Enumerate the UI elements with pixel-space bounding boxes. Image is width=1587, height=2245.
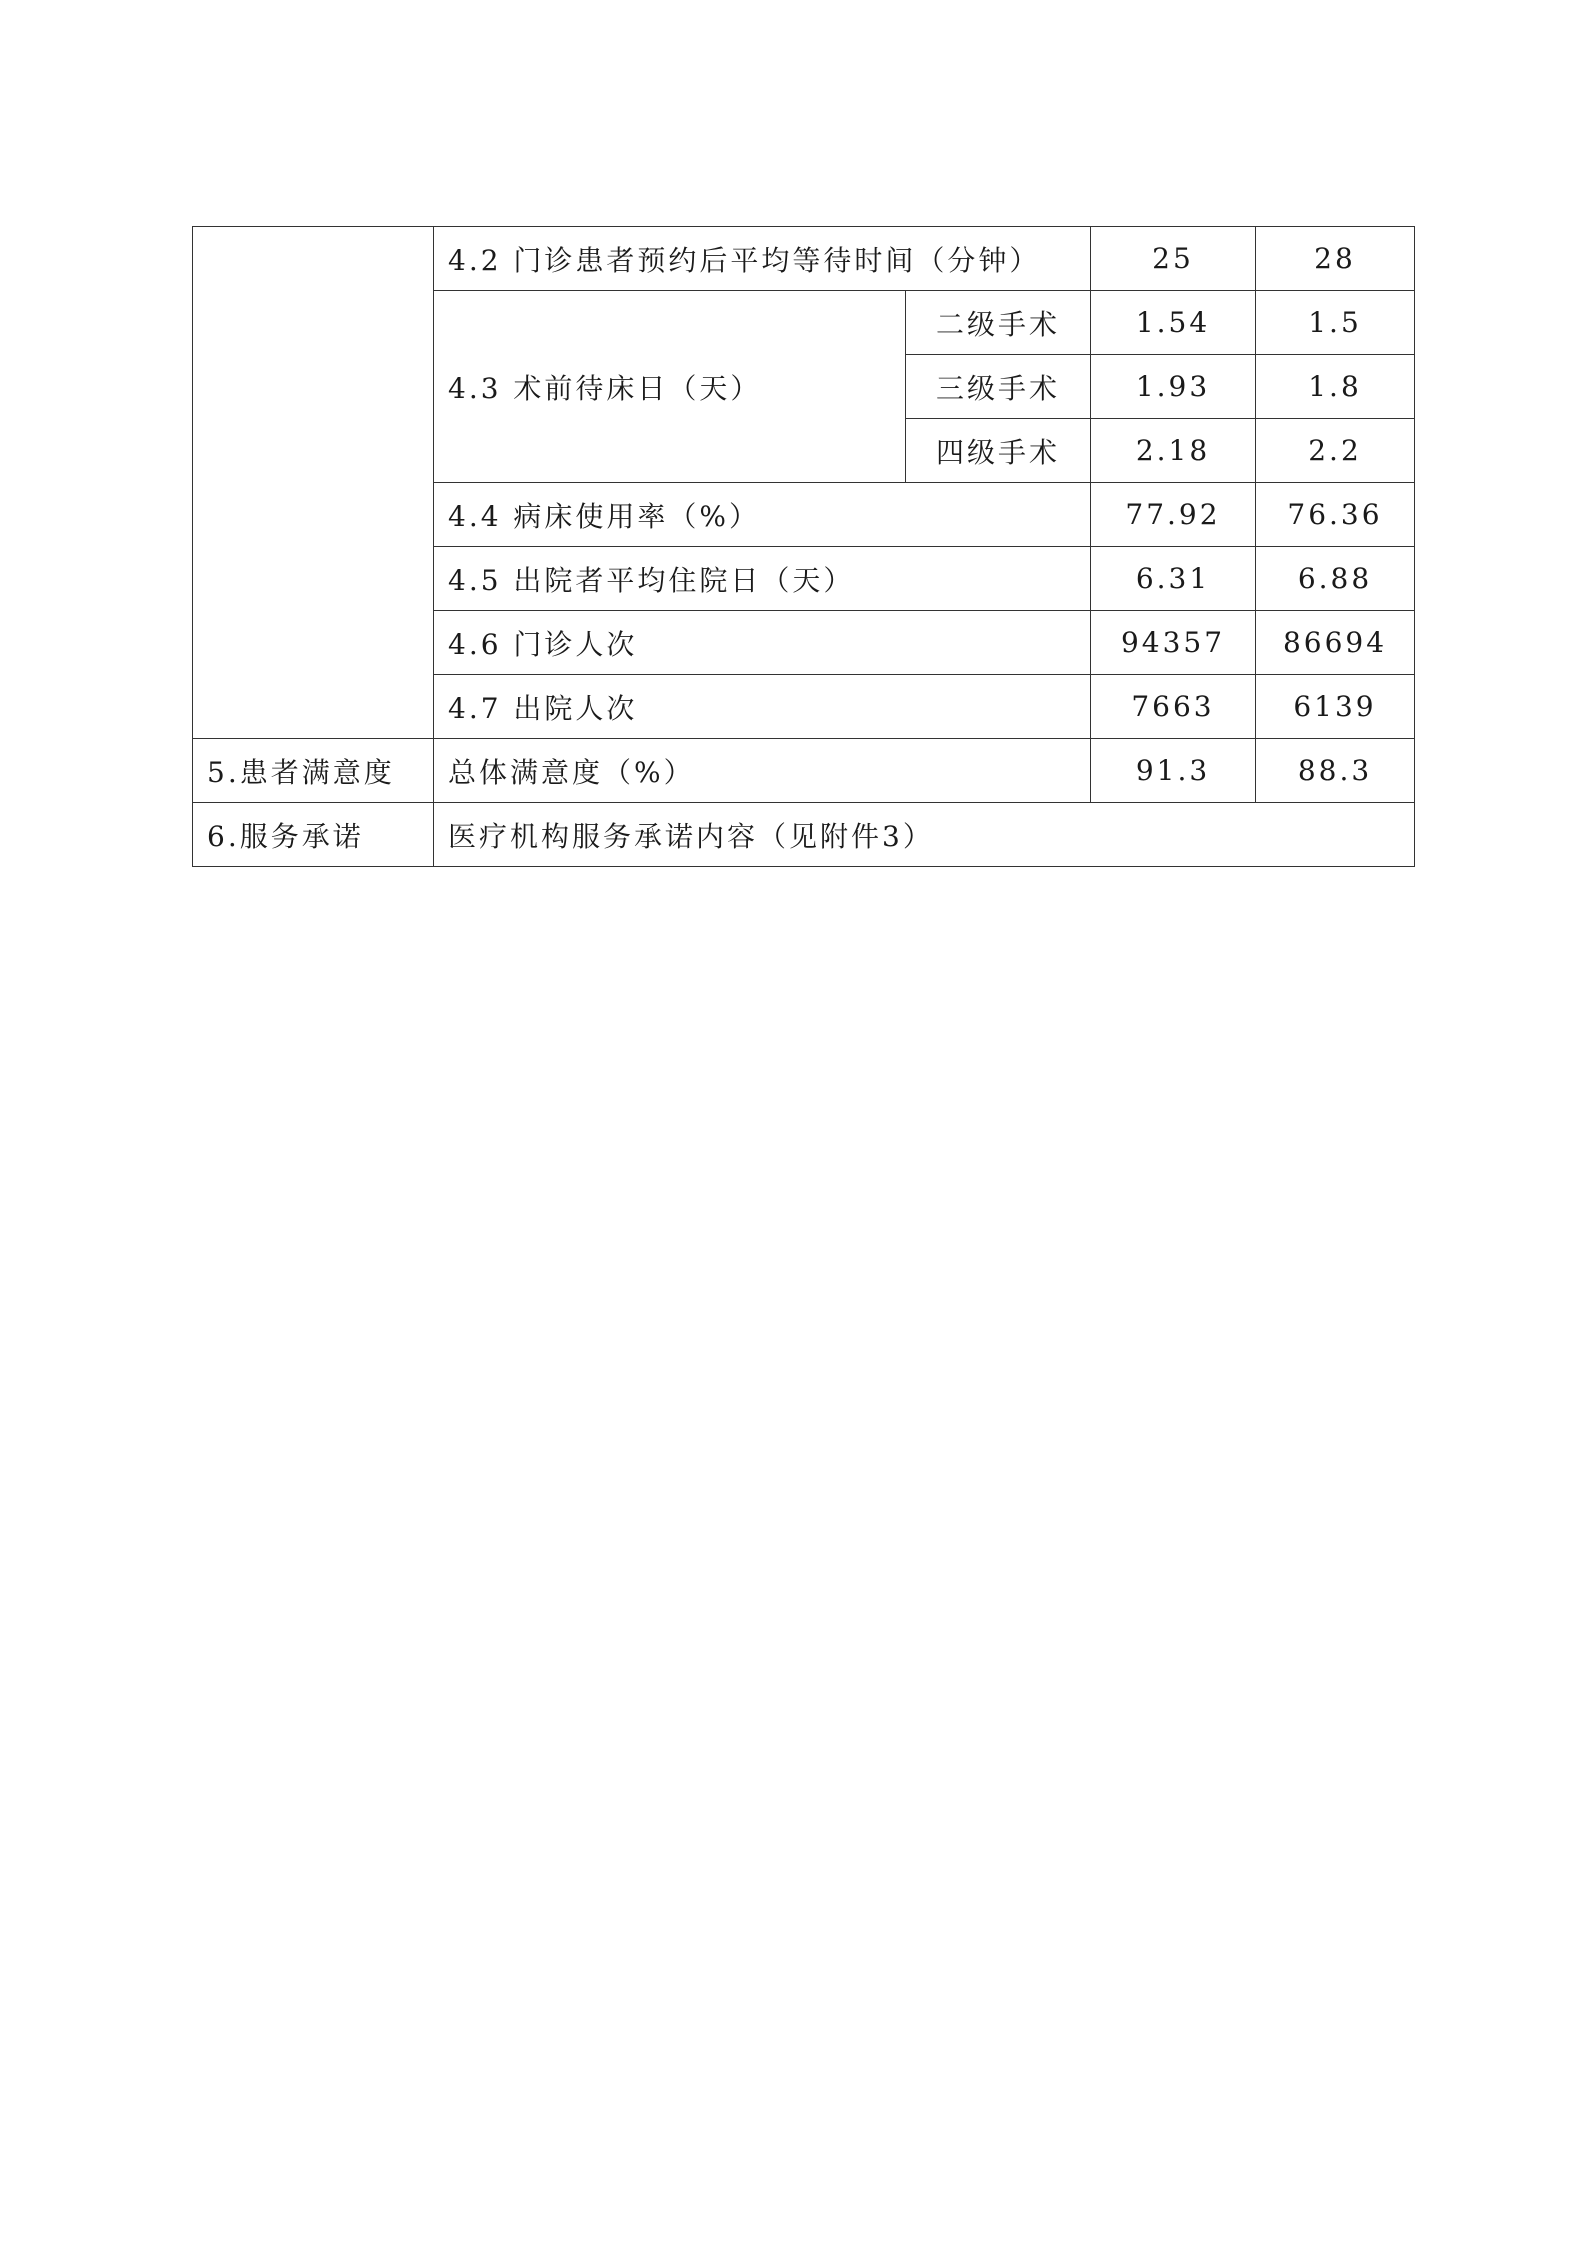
indicator-label: 4.4 病床使用率（%） [434, 483, 1091, 547]
value-col-2: 88.3 [1256, 739, 1415, 803]
value-col-1: 7663 [1091, 675, 1256, 739]
indicator-label: 医疗机构服务承诺内容（见附件3） [434, 803, 1415, 867]
value-col-2: 6.88 [1256, 547, 1415, 611]
value-col-1: 1.54 [1091, 291, 1256, 355]
value-col-1: 6.31 [1091, 547, 1256, 611]
value-col-2: 28 [1256, 227, 1415, 291]
value-col-2: 6139 [1256, 675, 1415, 739]
indicator-label: 4.2 门诊患者预约后平均等待时间（分钟） [434, 227, 1091, 291]
value-col-1: 1.93 [1091, 355, 1256, 419]
sub-indicator-label: 四级手术 [906, 419, 1091, 483]
value-col-1: 2.18 [1091, 419, 1256, 483]
indicator-label: 4.3 术前待床日（天） [434, 291, 906, 483]
value-col-2: 86694 [1256, 611, 1415, 675]
table-row-5 [193, 739, 1415, 803]
value-col-1: 94357 [1091, 611, 1256, 675]
sub-indicator-label: 二级手术 [906, 291, 1091, 355]
value-col-2: 76.36 [1256, 483, 1415, 547]
indicator-label: 总体满意度（%） [434, 739, 1091, 803]
indicator-label: 4.6 门诊人次 [434, 611, 1091, 675]
value-col-1: 25 [1091, 227, 1256, 291]
value-col-1: 77.92 [1091, 483, 1256, 547]
value-col-2: 1.8 [1256, 355, 1415, 419]
value-col-1: 91.3 [1091, 739, 1256, 803]
sub-indicator-label: 三级手术 [906, 355, 1091, 419]
category-cell-4 [193, 227, 434, 739]
value-col-2: 2.2 [1256, 419, 1415, 483]
indicator-label: 4.7 出院人次 [434, 675, 1091, 739]
table-row-6 [193, 803, 1415, 867]
category-cell: 5.患者满意度 [193, 739, 434, 803]
table-row-4-2 [193, 227, 1415, 291]
indicator-label: 4.5 出院者平均住院日（天） [434, 547, 1091, 611]
indicator-table [192, 226, 1415, 867]
value-col-2: 1.5 [1256, 291, 1415, 355]
category-cell: 6.服务承诺 [193, 803, 434, 867]
